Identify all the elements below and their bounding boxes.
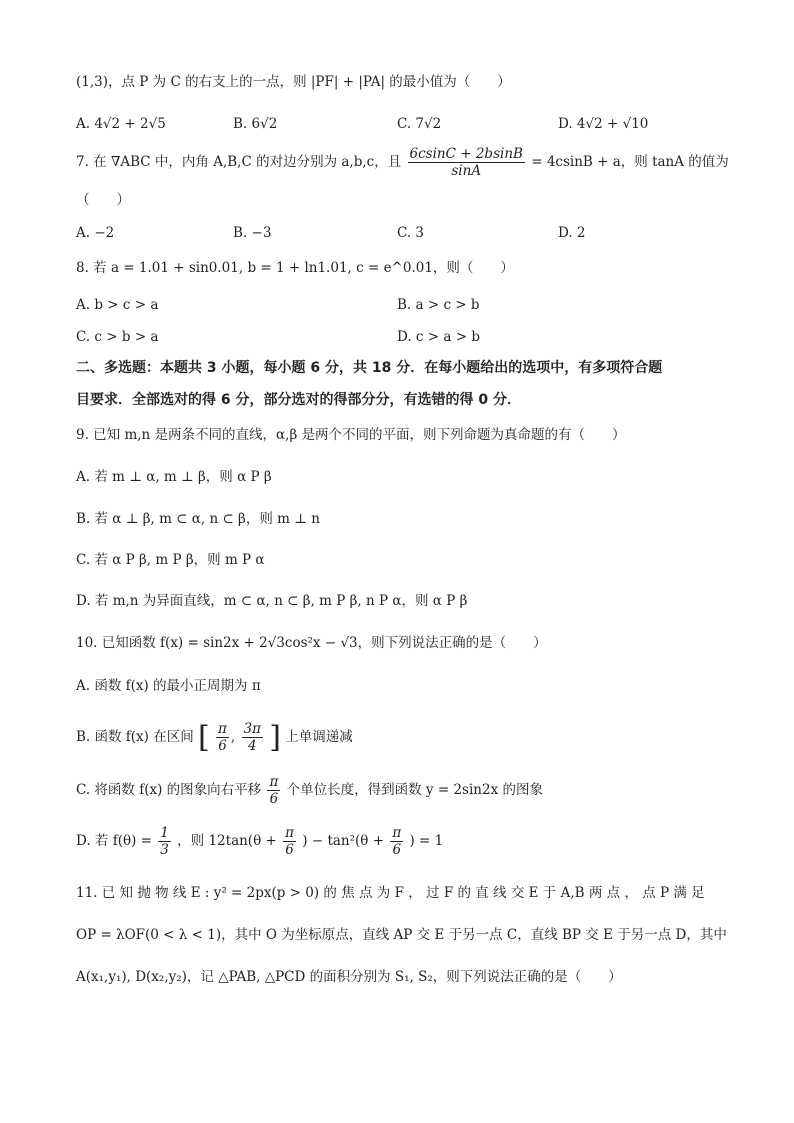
frac-denominator: 6 xyxy=(269,791,279,807)
q7-paren: （ ） xyxy=(76,192,130,208)
q10-option-b-pre: B. 函数 f(x) 在区间 xyxy=(76,729,194,745)
frac-numerator: 3π xyxy=(243,721,261,737)
q10-option-c-pre: C. 将函数 f(x) 的图象向右平移 xyxy=(76,782,262,798)
frac-denominator: 6 xyxy=(218,738,227,754)
frac-numerator: π xyxy=(285,825,294,841)
q10-option-d-mid: ，则 12tan(θ + xyxy=(177,833,277,849)
q8-stem: 8. 若 a = 1.01 + sin0.01, b = 1 + ln1.01, c = e^0.01，则（ ） xyxy=(76,260,514,276)
q9-option-d: D. 若 m,n 为异面直线，m ⊂ α, n ⊂ β, m P β, n P α，则 α P β xyxy=(76,593,468,609)
q10-option-c-post: 个单位长度，得到函数 y = 2sin2x 的图象 xyxy=(286,782,543,798)
q10-option-d-post: ) = 1 xyxy=(409,833,444,849)
q10-option-d-mid2: ) − tan²(θ + xyxy=(302,833,385,849)
q7-stem xyxy=(76,146,729,179)
frac-numerator: π xyxy=(218,721,227,737)
frac-numerator: 1 xyxy=(160,825,169,841)
q7-fraction-numerator: 6csinC + 2bsinB xyxy=(409,146,523,162)
frac-denominator: 6 xyxy=(285,842,294,858)
q7-option-b: B. −3 xyxy=(233,225,272,241)
q6-option-a: A. 4√2 + 2√5 xyxy=(76,116,166,132)
q7-stem-post: = 4csinB + a，则 tanA 的值为 xyxy=(531,154,729,170)
frac-denominator: 4 xyxy=(247,738,257,754)
q7-option-a: A. −2 xyxy=(76,225,115,241)
q9-option-a: A. 若 m ⊥ α, m ⊥ β，则 α P β xyxy=(76,469,272,485)
q10-option-d-frac3 xyxy=(390,825,403,858)
frac-denominator: 3 xyxy=(160,842,169,858)
q10-option-d-frac1 xyxy=(158,825,171,858)
q10-option-d-frac2 xyxy=(283,825,296,858)
q10-option-c-frac xyxy=(267,774,280,807)
q10-option-d-pre: D. 若 f(θ) = xyxy=(76,833,152,849)
q7-stem-pre: 7. 在 ∇ABC 中，内角 A,B,C 的对边分别为 a,b,c，且 xyxy=(76,154,402,170)
q10-option-a: A. 函数 f(x) 的最小正周期为 π xyxy=(76,678,261,694)
q10-option-c xyxy=(76,770,543,810)
right-bracket-icon: ] xyxy=(269,719,281,755)
frac-denominator: 6 xyxy=(392,842,402,858)
q8-option-d: D. c > a > b xyxy=(397,329,480,345)
q8-option-c: C. c > b > a xyxy=(76,329,159,345)
q11-stem-line1: 11. 已 知 抛 物 线 E : y² = 2px(p > 0) 的 焦 点 为 F ， 过 F 的 直 线 交 E 于 A,B 两 点 ， 点 P 满 足 xyxy=(76,885,705,901)
q8-option-b: B. a > c > b xyxy=(397,297,480,313)
frac-numerator: π xyxy=(392,825,402,841)
q7-option-d: D. 2 xyxy=(558,225,586,241)
q6-option-c: C. 7√2 xyxy=(397,116,442,132)
q10-option-b-frac1 xyxy=(216,721,229,754)
q10-option-b: B. 函数 f(x) 在区间 [ $\frac{\pi}{6}$ , $\frac{3\pi}{4}$ ] 上单调递减 xyxy=(76,719,353,755)
q9-option-b: B. 若 α ⊥ β, m ⊂ α, n ⊂ β，则 m ⊥ n xyxy=(76,511,320,527)
left-bracket-icon: [ xyxy=(198,719,210,755)
q7-fraction-denominator: sinA xyxy=(451,163,482,179)
q7-fraction xyxy=(408,146,525,179)
q10-option-d xyxy=(76,820,443,862)
q6-option-b: B. 6√2 xyxy=(233,116,278,132)
q9-option-c: C. 若 α P β, m P β，则 m P α xyxy=(76,552,265,568)
q7-option-c: C. 3 xyxy=(397,225,425,241)
q8-option-a: A. b > c > a xyxy=(76,297,159,313)
q9-stem: 9. 已知 m,n 是两条不同的直线，α,β 是两个不同的平面，则下列命题为真命题的有（ ） xyxy=(76,427,626,443)
q11-stem-line3: A(x₁,y₁), D(x₂,y₂)，记 △PAB, △PCD 的面积分别为 S₁, S₂，则下列说法正确的是（ ） xyxy=(76,969,622,985)
q10-option-b-post: 上单调递减 xyxy=(285,729,353,745)
frac-numerator: π xyxy=(269,774,279,790)
q11-stem-line2: OP = λOF(0 < λ < 1)，其中 O 为坐标原点，直线 AP 交 E 于另一点 C，直线 BP 交 E 于另一点 D，其中 xyxy=(76,927,727,943)
q6-option-d: D. 4√2 + √10 xyxy=(558,116,649,132)
section-heading-line1: 二、多选题：本题共 3 小题，每小题 6 分，共 18 分．在每小题给出的选项中，有多项符合题 xyxy=(76,360,663,376)
q6-stem-continuation: (1,3)，点 P 为 C 的右支上的一点，则 |PF| + |PA| 的最小值为（ ） xyxy=(76,74,511,90)
q10-option-b-frac2 xyxy=(242,721,263,754)
q10-stem: 10. 已知函数 f(x) = sin2x + 2√3cos²x − √3，则下列说法正确的是（ ） xyxy=(76,635,547,651)
section-heading-line2: 目要求．全部选对的得 6 分，部分选对的得部分分，有选错的得 0 分． xyxy=(76,392,521,408)
